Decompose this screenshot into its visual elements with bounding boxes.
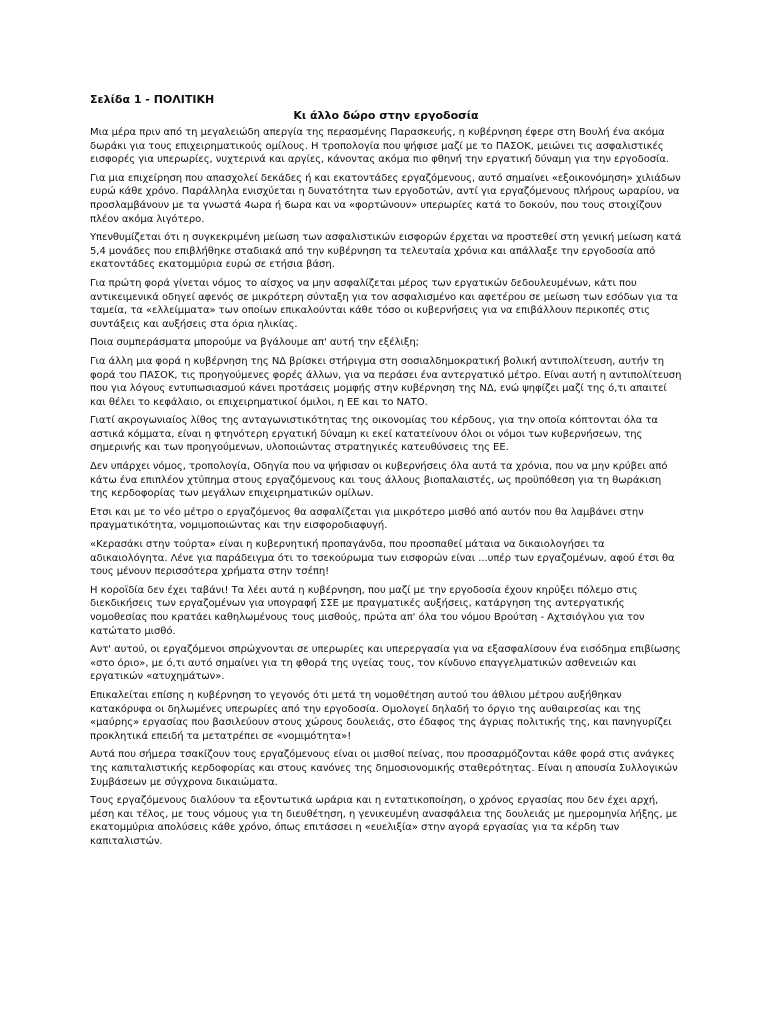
paragraph: Για άλλη μια φορά η κυβέρνηση της ΝΔ βρίσκει στήριγμα στη σοσιαλδημοκρατική βολική αντιπολίτευση, αυτήν τη φορά του ΠΑΣΟΚ, τις προηγούμενες φορές άλλων, για να περάσει ένα αντεργατικό μέτρο. Είναι αυτή η αντιπολίτευση που για λόγους εντυπωσιασμού κάνει προτάσεις μομφής στην κυβέρνηση της ΝΔ, ενώ ψηφίζει μαζί της ό,τι απαιτεί και θέλει το κεφάλαιο, οι επιχειρηματικοί όμιλοι, η ΕΕ και το ΝΑΤΟ.: [90, 355, 682, 408]
paragraph: Γιατί ακρογωνιαίος λίθος της ανταγωνιστικότητας της οικονομίας του κέρδους, για την οποία κόπτονται όλα τα αστικά κόμματα, είναι η φτηνότερη εργατική δύναμη κι εκεί κατατείνουν όλοι οι νόμοι των κυβερνήσεων, της σημερινής και των προηγούμενων, υλοποιώντας στρατηγικές κατευθύνσεις της ΕΕ.: [90, 415, 658, 454]
paragraph: Τους εργαζόμενους διαλύουν τα εξοντωτικά ωράρια και η εντατικοποίηση, ο χρόνος εργασίας που δεν έχει αρχή, μέση και τέλος, με τους νόμους για τη διευθέτηση, η γενικευμένη ανασφάλεια της δουλειάς με ημερομηνία λήξης, με εκατομμύρια απολύσεις κάθε χρόνο, όπως επιτάσσει η «ευελιξία» στην αγορά εργασίας για τα κέρδη των καπιταλιστών.: [90, 795, 678, 847]
paragraph: Αντ' αυτού, οι εργαζόμενοι σπρώχνονται σε υπερωρίες και υπερεργασία για να εξασφαλίσουν ένα εισόδημα επιβίωσης «στο όριο», με ό,τι αυτό σημαίνει για τη φθορά της υγείας τους, τον κίνδυνο επαγγελματικών ασθενειών και εργατικών «ατυχημάτων».: [90, 644, 681, 683]
paragraph: Επικαλείται επίσης η κυβέρνηση το γεγονός ότι μετά τη νομοθέτηση αυτού του άθλιου μέτρου αυξήθηκαν κατακόρυφα οι δηλωμένες υπερωρίες από την εργοδοσία. Ομολογεί δηλαδή το όργιο της αυθαιρεσίας και της «μαύρης» εργασίας που βασιλεύουν στους χώρους δουλειάς, στο έδαφος της άγριας πολιτικής της, και πανηγυρίζει προκλητικά επειδή τα μετατρέπει σε «νομιμότητα»!: [90, 689, 672, 742]
paragraph: Για πρώτη φορά γίνεται νόμος το αίσχος να μην ασφαλίζεται μέρος των εργατικών δεδουλευμένων, κάτι που αντικειμενικά οδηγεί αφενός σε μικρότερη σύνταξη για τον ασφαλισμένο και αφετέρου σε μείωση των εσόδων για τα ταμεία, τα «ελλείμματα» των οποίων επικαλούνται κάθε τόσο οι κυβερνήσεις για να επιβάλλουν περικοπές στις συντάξεις και αυξήσεις στα όρια ηλικίας.: [90, 277, 678, 330]
paragraph: Η κοροϊδία δεν έχει ταβάνι! Τα λέει αυτά η κυβέρνηση, που μαζί με την εργοδοσία έχουν κηρύξει πόλεμο στις διεκδικήσεις των εργαζομένων για υπογραφή ΣΣΕ με πραγματικές αυξήσεις, κατάργηση της αντεργατικής νομοθεσίας που κρατάει καθηλωμένους τους μισθούς, πρώτα απ' όλα του νόμου Βρούτση - Αχτσιόγλου για τον κατώτατο μισθό.: [90, 584, 645, 637]
article-body: [90, 126, 682, 849]
paragraph: Αυτά που σήμερα τσακίζουν τους εργαζόμενους είναι οι μισθοί πείνας, που προσαρμόζονται κάθε φορά στις ανάγκες της καπιταλιστικής κερδοφορίας και στους κανόνες της δημοσιονομικής σταθερότητας. Είναι η απουσία Συλλογικών Συμβάσεων με σύγχρονα δικαιώματα.: [90, 749, 678, 788]
paragraph: Ποια συμπεράσματα μπορούμε να βγάλουμε απ' αυτή την εξέλιξη;: [90, 337, 419, 349]
paragraph: Δεν υπάρχει νόμος, τροπολογία, Οδηγία που να ψήφισαν οι κυβερνήσεις όλα αυτά τα χρόνια, που να μην κρύβει από κάτω ένα επιπλέον χτύπημα στους εργαζόμενους και τους άλλους βιοπαλαιστές, ως προϋπόθεση για τη θωράκιση της κερδοφορίας των μεγάλων επιχειρηματικών ομίλων.: [90, 461, 668, 500]
paragraph: «Κερασάκι στην τούρτα» είναι η κυβερνητική προπαγάνδα, που προσπαθεί μάταια να δικαιολογήσει τα αδικαιολόγητα. Λένε για παράδειγμα ότι το τσεκούρωμα των εισφορών είναι ...υπέρ των εργαζομένων, αφού έτσι θα τους μένουν περισσότερα χρήματα στην τσέπη!: [90, 539, 675, 578]
page-header: Σελίδα 1 - ΠΟΛΙΤΙΚΗ: [90, 93, 215, 106]
paragraph: Ετσι και με το νέο μέτρο ο εργαζόμενος θα ασφαλίζεται για μικρότερο μισθό από αυτόν που θα λαμβάνει στην πραγματικότητα, νομιμοποιώντας και την εισφοροδιαφυγή.: [90, 506, 644, 532]
paragraph: Υπενθυμίζεται ότι η συγκεκριμένη μείωση των ασφαλιστικών εισφορών έρχεται να προστεθεί στη γενική μείωση κατά 5,4 μονάδες που επιβλήθηκε σταδιακά από την κυβέρνηση τα τελευταία χρόνια και απάλλαξε την εργοδοσία από εκατοντάδες εκατομμύρια ευρώ σε ετήσια βάση.: [90, 232, 682, 271]
document-page: [90, 93, 682, 854]
paragraph: Για μια επιχείρηση που απασχολεί δεκάδες ή και εκατοντάδες εργαζόμενους, αυτό σημαίνει «εξοικονόμηση» χιλιάδων ευρώ κάθε χρόνο. Παράλληλα ενισχύεται η δυνατότητα των εργοδοτών, αντί για εργαζόμενους πλήρους ωραρίου, να προσλαμβάνουν με τα γνωστά 4ωρα ή 6ωρα και να «φορτώνουν» υπερωρίες κατά το δοκούν, που τους στοιχίζουν πλέον ακόμα λιγότερο.: [90, 172, 681, 225]
article-title: Κι άλλο δώρο στην εργοδοσία: [293, 109, 479, 122]
paragraph: Μια μέρα πριν από τη μεγαλειώδη απεργία της περασμένης Παρασκευής, η κυβέρνηση έφερε στη Βουλή ένα ακόμα δωράκι για τους επιχειρηματικούς ομίλους. Η τροπολογία που ψήφισε μαζί με το ΠΑΣΟΚ, μειώνει τις ασφαλιστικές εισφορές για υπερωρίες, νυχτερινά και αργίες, κάνοντας ακόμα πιο φθηνή την εργατική δύναμη για την εργοδοσία.: [90, 127, 670, 166]
